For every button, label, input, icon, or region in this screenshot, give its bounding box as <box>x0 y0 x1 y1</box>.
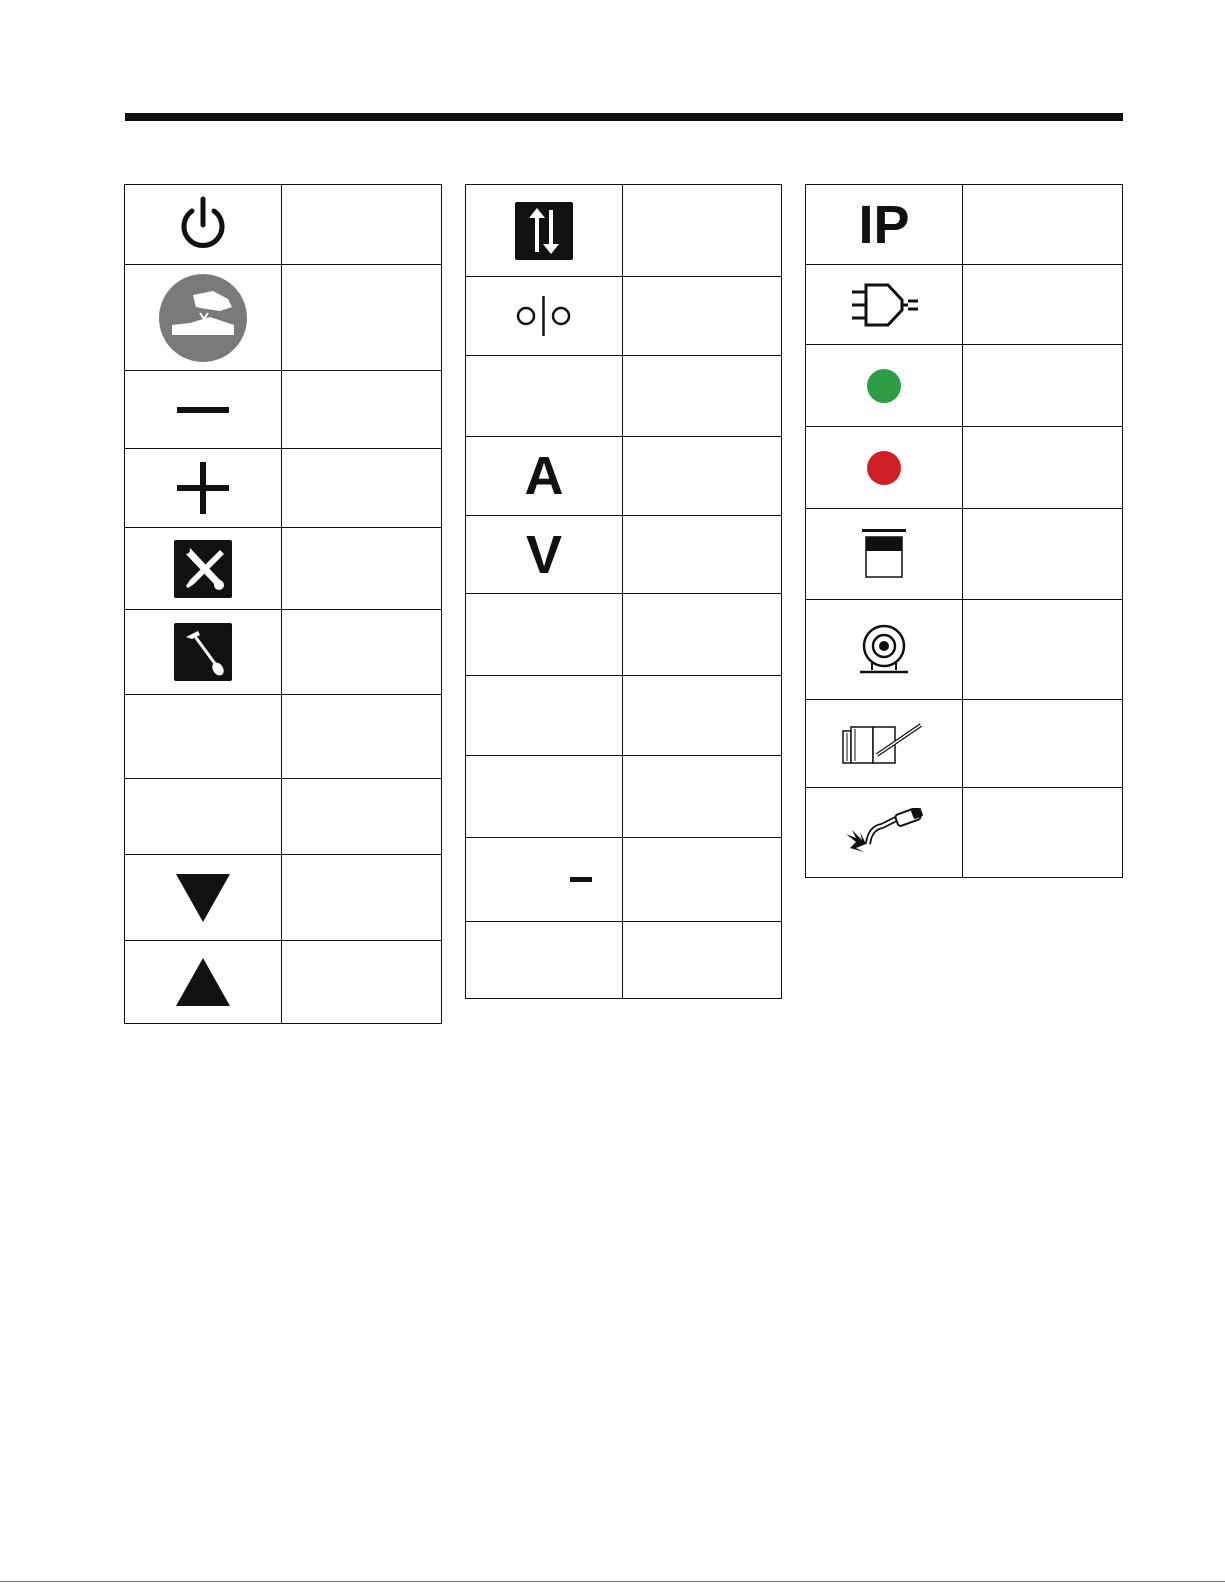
table-row <box>466 277 781 356</box>
wire-spool-icon <box>858 624 910 676</box>
description-cell <box>623 922 781 998</box>
description-cell <box>623 594 781 675</box>
symbol-cell <box>806 509 963 599</box>
plus-icon <box>177 462 229 514</box>
symbol-cell <box>125 855 282 940</box>
table-row <box>125 610 441 695</box>
symbol-cell <box>466 356 623 436</box>
power-icon <box>173 195 233 255</box>
symbol-cell <box>466 437 623 515</box>
description-cell <box>282 449 441 527</box>
page-bottom-edge <box>0 1581 1225 1582</box>
foot-pedal-icon <box>158 273 248 363</box>
description-cell <box>623 838 781 921</box>
symbol-table-3 <box>805 184 1123 878</box>
arrow-down-icon <box>176 874 230 922</box>
symbol-cell <box>466 516 623 593</box>
table-row <box>806 345 1122 427</box>
symbol-cell <box>806 788 963 877</box>
table-row <box>125 449 441 528</box>
description-cell <box>623 756 781 837</box>
description-cell <box>623 277 781 355</box>
symbol-cell <box>125 610 282 694</box>
description-cell <box>282 941 441 1023</box>
description-cell <box>623 516 781 593</box>
description-cell <box>623 356 781 436</box>
table-row <box>125 941 441 1023</box>
stick-electrode-icon <box>174 623 232 681</box>
symbol-cell <box>125 265 282 370</box>
table-row <box>806 427 1122 509</box>
table-row <box>125 695 441 779</box>
table-row <box>125 265 441 371</box>
tools-icon <box>174 540 232 598</box>
symbol-cell <box>125 449 282 527</box>
symbol-cell <box>466 277 623 355</box>
ip-rating-symbol: IP <box>858 194 910 255</box>
symbol-table-1 <box>124 184 442 1024</box>
description-cell <box>623 437 781 515</box>
description-cell <box>282 265 441 370</box>
symbol-cell <box>125 185 282 264</box>
symbol-table-2 <box>465 184 782 999</box>
table-row <box>466 185 781 277</box>
symbol-cell <box>806 700 963 787</box>
symbol-cell <box>806 185 963 264</box>
table-row <box>466 922 781 998</box>
description-cell <box>282 528 441 609</box>
description-cell <box>963 788 1122 877</box>
voltage-symbol: V <box>525 524 563 585</box>
table-row <box>466 676 781 756</box>
symbol-cell <box>125 528 282 609</box>
description-cell <box>963 509 1122 599</box>
symbol-cell <box>125 695 282 778</box>
description-cell <box>963 265 1122 344</box>
description-cell <box>623 676 781 755</box>
header-rule <box>125 113 1123 121</box>
description-cell <box>623 185 781 276</box>
description-cell <box>282 779 441 854</box>
table-row <box>466 356 781 437</box>
minus-icon <box>177 404 229 416</box>
amperage-symbol: A <box>524 446 564 506</box>
table-row <box>806 700 1122 788</box>
table-row <box>466 594 781 676</box>
table-row <box>806 185 1122 265</box>
description-cell <box>963 427 1122 508</box>
symbol-cell <box>125 371 282 448</box>
symbol-cell <box>466 756 623 837</box>
description-cell <box>282 371 441 448</box>
table-row <box>806 788 1122 877</box>
description-cell <box>282 855 441 940</box>
green-light-icon <box>866 368 902 404</box>
table-row <box>466 838 781 922</box>
plug-icon <box>848 282 920 328</box>
symbol-cell <box>806 427 963 508</box>
symbol-cell <box>466 838 623 921</box>
circuit-breaker-icon <box>515 294 573 338</box>
read-manual-icon <box>839 721 929 767</box>
red-light-icon <box>866 450 902 486</box>
symbol-cell <box>806 345 963 426</box>
symbol-cell <box>466 185 623 276</box>
description-cell <box>282 610 441 694</box>
table-row <box>125 779 441 855</box>
description-cell <box>282 185 441 264</box>
table-row <box>125 371 441 449</box>
description-cell <box>963 700 1122 787</box>
table-row <box>466 516 781 594</box>
symbol-cell <box>466 922 623 998</box>
mig-gun-icon <box>842 808 926 858</box>
table-row <box>466 437 781 516</box>
table-row <box>125 528 441 610</box>
description-cell <box>963 600 1122 699</box>
symbol-cell <box>125 941 282 1023</box>
description-cell <box>963 185 1122 264</box>
table-row <box>466 756 781 838</box>
symbol-cell <box>466 676 623 755</box>
display-panel-icon <box>860 529 908 579</box>
table-row <box>125 185 441 265</box>
description-cell <box>963 345 1122 426</box>
description-cell <box>282 695 441 778</box>
up-down-arrows-icon <box>515 202 573 260</box>
table-row <box>806 509 1122 600</box>
symbol-cell <box>125 779 282 854</box>
table-row <box>806 265 1122 345</box>
dash-icon <box>570 877 592 883</box>
table-row <box>125 855 441 941</box>
arrow-up-icon <box>176 958 230 1006</box>
symbol-cell <box>466 594 623 675</box>
symbol-cell <box>806 600 963 699</box>
table-row <box>806 600 1122 700</box>
symbol-cell <box>806 265 963 344</box>
